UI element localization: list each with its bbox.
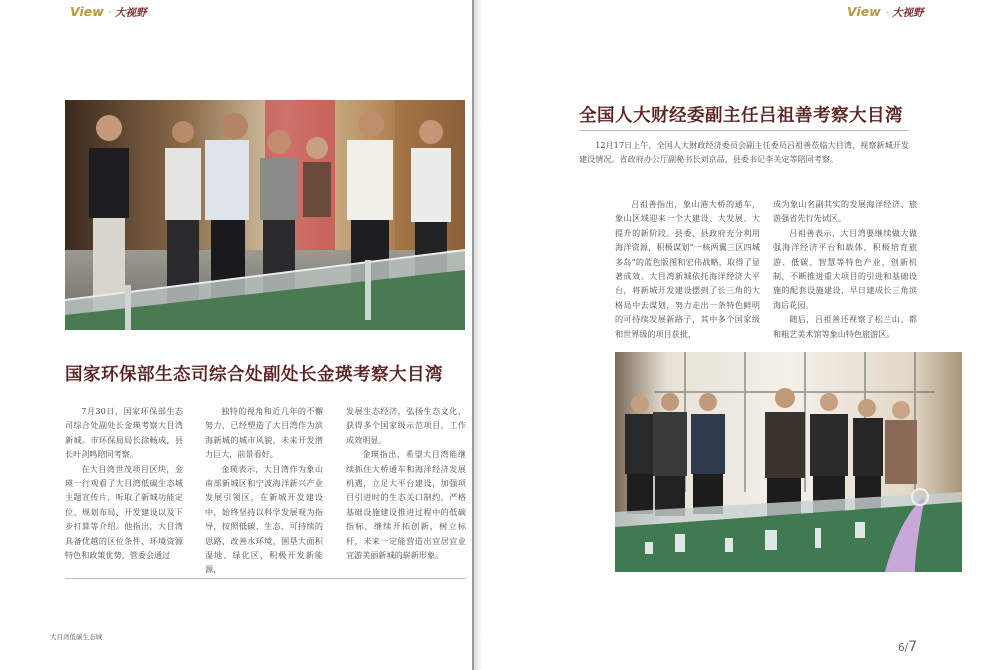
article-column-left-1 [65,404,183,562]
right-page [475,0,987,670]
inspection-photo-left [65,100,465,330]
footer-publication: 大目湾低碳生态城 [50,633,102,641]
paragraph: 吕祖善指出，象山港大桥的通车，象山区域迎来一个大建设、大发展、大提升的新阶段。县委、县政府充分利用海洋资源，积极谋划“一核两翼三区四城多岛”的蓝色版图和宏伟战略，取得了显著成效。大目湾新城依托海洋经济大平台，将新城开发建设摆到了长三角的大格局中去谋划，努力走出一条特色鲜明的可持续发展新路子，其中多个国家级和世界级的项目获批， [615,199,760,339]
article-column-right-2 [773,197,917,341]
article-column-left-3 [346,404,466,562]
lead-paragraph: 12月17日上午，全国人大财政经济委员会副主任委员吕祖善莅临大目湾，视察新城开发建设情况。省政府办公厅副秘书长刘京品，县委书记李关定等陪同考察。 [579,140,909,165]
article-column-left-2 [205,404,323,577]
page-number-left: 6/ [898,642,909,654]
paragraph: 在大目湾世茂项目区块，金瑛一行观看了大目湾低碳生态城主题宣传片，听取了新城功能定位、规划布局、开发建设以及下步打算等介绍。他指出，大目湾具备优越的区位条件、环境资源特色和政策优势，管委会通过 [65,463,183,561]
left-page [0,0,473,670]
headline-rule-right [579,130,909,131]
article-lead-right [579,138,909,167]
paragraph: 成为象山名副其实的发展海洋经济、旅游强省先行先试区。 [773,199,917,224]
running-head-separator: · [108,8,112,19]
paragraph: 发展生态经济，弘扬生态文化，获得多个国家级示范项目，工作成效明显。 [346,406,466,445]
paragraph: 随后，吕祖善还视察了松兰山、都和粗艺美术馆等象山特色旅游区。 [773,314,917,339]
article-headline-left: 国家环保部生态司综合处副处长金瑛考察大目湾 [65,365,443,385]
running-head-view: View [847,4,881,19]
article-headline-right: 全国人大财经委副主任吕祖善考察大目湾 [579,106,903,126]
running-head-title: 大视野 [891,7,924,19]
article-column-right-1 [615,197,760,341]
paragraph: 独特的视角和近几年的不懈努力，已经塑造了大目湾作为滨海新城的城市风貌，未来开发潜力巨大，前景看好。 [205,406,323,460]
running-head-separator: · [885,8,889,19]
paragraph: 金瑛指出，希望大目湾能继续抓住大桥通车和海洋经济发展机遇，立足大平台建设，加强项目引进时的生态关口制约，严格基础设施建设推进过程中的低碳指标，继续开拓创新，树立标杆，未来一定能营造出宜居宜业宜游美丽新城的崭新形象。 [346,449,466,561]
running-head-view: View [70,4,104,19]
inspection-photo-right [615,352,962,572]
bottom-rule-left [65,578,466,579]
running-head-left [70,4,146,20]
paragraph: 7月30日，国家环保部生态司综合处副处长金瑛考察大目湾新城。市环保局局长徐畅成，县长叶剑鸣陪同考察。 [65,406,183,460]
page-number [898,636,917,655]
page-number-right: 7 [908,639,918,655]
running-head-title: 大视野 [114,7,147,19]
running-head-right [847,4,923,20]
paragraph: 金瑛表示，大目湾作为象山南部新城区和宁波海洋新兴产业发展引领区，在新城开发建设中，始终坚持以科学发展观为指导，按照低碳、生态、可持续的思路，改善水环境，围垦大面积湿地、绿化区，积极开发新能源， [205,463,323,575]
paragraph: 吕祖善表示，大目湾要继续做大做强海洋经济平台和载体，积极培育旅游、低碳、智慧等特色产业，创新机制，不断推进重大项目的引进和基础设施的配套设施建设，早日建成长三角滨海后花园。 [773,227,917,310]
